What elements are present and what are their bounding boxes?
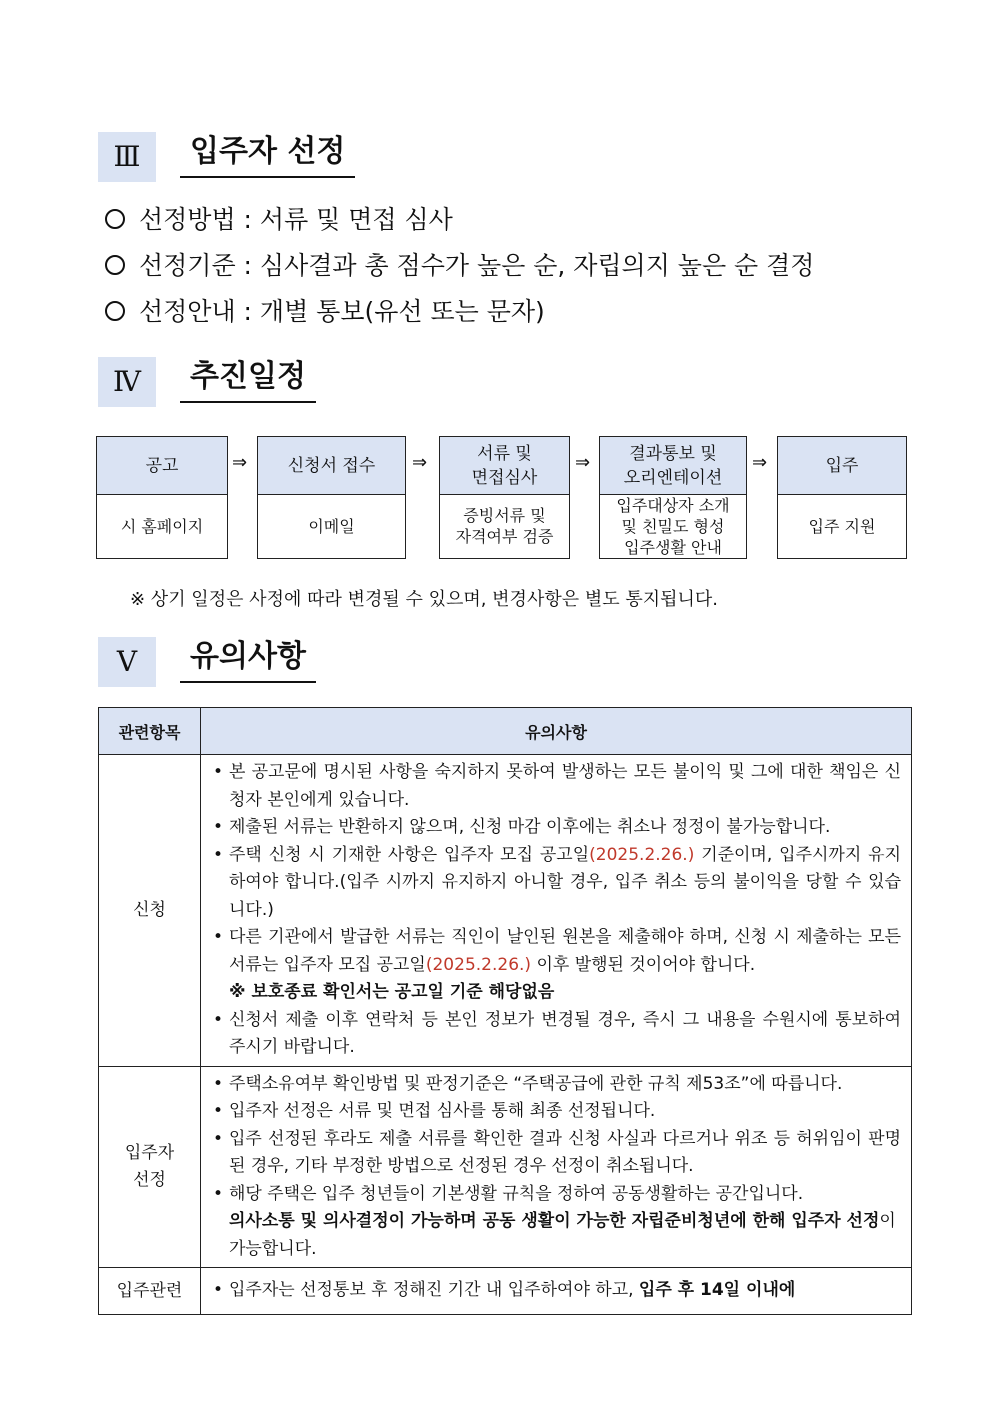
row-content: [201, 755, 912, 1067]
announcement-date: (2025.2.26.): [589, 844, 695, 865]
schedule-step-review: [439, 436, 570, 559]
schedule-step-announcement: [96, 436, 228, 559]
selection-criteria: 선정기준 : 심사결과 총 점수가 높은 순, 자립의지 높은 순 결정: [105, 249, 814, 283]
step-detail: 이메일: [308, 516, 355, 536]
row-content: [201, 1268, 912, 1315]
selection-method: 선정방법 : 서류 및 면접 심사: [105, 203, 453, 237]
row-content: [201, 1066, 912, 1268]
step-title: 신청서 접수: [287, 455, 376, 476]
arrow-right-icon: ⇒: [412, 452, 428, 473]
list-item: • 신청서 제출 이후 연락처 등 본인 정보가 변경될 경우, 즉시 그 내용을 수원시에 통보하여 주시기 바랍니다.: [213, 1009, 901, 1057]
section-title: 입주자 선정: [180, 130, 355, 178]
step-title: 서류 및: [477, 443, 532, 464]
list-item: • 주택소유여부 확인방법 및 판정기준은 “주택공급에 관한 규칙 제53조”에 따릅니다.: [213, 1073, 843, 1094]
step-title: 오리엔테이션: [623, 467, 723, 488]
step-title: 면접심사: [471, 467, 538, 488]
list-item: • 다른 기관에서 발급한 서류는 직인이 날인된 원본을 제출해야 하며, 신청 시 제출하는 모든 서류는 입주자 모집 공고일(2025.2.26.) 이후 발행된 것이어야 합니다.: [213, 927, 901, 975]
selection-notice: 선정안내 : 개별 통보(유선 또는 문자): [105, 295, 545, 329]
step-detail: 입주대상자 소개: [616, 495, 730, 515]
table-header-row: [99, 708, 912, 755]
list-item: • 입주자는 선정통보 후 정해진 기간 내 입주하여야 하고, 입주 후 14일 이내에: [213, 1280, 796, 1301]
list-item: • 본 공고문에 명시된 사항을 숙지하지 못하여 발생하는 모든 불이익 및 그에 대한 책임은 신청자 본인에게 있습니다.: [213, 762, 901, 810]
schedule-step-move-in: [777, 436, 907, 559]
step-title: 결과통보 및: [629, 443, 717, 464]
table-row: [99, 755, 912, 1067]
step-detail: 증빙서류 및: [463, 506, 546, 525]
list-item: • 주택 신청 시 기재한 사항은 입주자 모집 공고일(2025.2.26.) 기준이며, 입주시까지 유지하여야 합니다.(입주 시까지 유지하지 아니할 경우, 입주 취소 등의 불이익을 당할 수 있습니다.): [213, 844, 901, 920]
circle-bullet-icon: [105, 209, 125, 229]
schedule-step-result: [599, 436, 747, 559]
arrow-right-icon: ⇒: [232, 452, 248, 473]
circle-bullet-icon: [105, 301, 125, 321]
schedule-step-application: [257, 436, 406, 559]
section-title: 유의사항: [180, 635, 316, 683]
arrow-right-icon: ⇒: [752, 452, 768, 473]
column-header-content: 유의사항: [201, 708, 912, 755]
circle-bullet-icon: [105, 255, 125, 275]
section-number: Ⅲ: [98, 132, 156, 182]
bold-note: 의사소통 및 의사결정이 가능하며 공동 생활이 가능한 자립준비청년에 한해 입주자 선정이 가능합니다.: [229, 1211, 896, 1259]
schedule-note: ※ 상기 일정은 사정에 따라 변경될 수 있으며, 변경사항은 별도 통지됩니다.: [130, 589, 718, 610]
arrow-right-icon: ⇒: [575, 452, 591, 473]
step-detail: 자격여부 검증: [455, 527, 554, 546]
bold-note: ※ 보호종료 확인서는 공고일 기준 해당없음: [229, 982, 555, 1002]
row-category: 신청: [99, 755, 201, 1067]
announcement-date: (2025.2.26.): [425, 954, 532, 975]
step-title: 입주: [825, 455, 859, 476]
notes-table: [98, 707, 912, 1315]
list-item: • 입주자 선정은 서류 및 면접 심사를 통해 최종 선정됩니다.: [213, 1101, 656, 1121]
section-number: Ⅳ: [98, 357, 156, 407]
column-header-category: 관련항목: [99, 708, 201, 755]
table-row: [99, 1268, 912, 1315]
step-detail: 시 홈페이지: [120, 516, 204, 536]
section-title: 추진일정: [180, 355, 316, 403]
list-item: • 제출된 서류는 반환하지 않으며, 신청 마감 이후에는 취소나 정정이 불가능합니다.: [213, 817, 831, 837]
step-title: 공고: [145, 455, 179, 476]
list-item: • 입주 선정된 후라도 제출 서류를 확인한 결과 신청 사실과 다르거나 위조 등 허위임이 판명된 경우, 기타 부정한 방법으로 선정된 경우 선정이 취소됩니다.: [213, 1128, 901, 1176]
step-detail: 입주생활 안내: [624, 537, 722, 557]
table-row: [99, 1066, 912, 1268]
row-category: 입주자 선정: [99, 1066, 201, 1268]
list-item: • 해당 주택은 입주 청년들이 기본생활 규칙을 정하여 공동생활하는 공간입니다.: [213, 1183, 804, 1204]
step-detail: 및 친밀도 형성: [621, 516, 725, 536]
section-number: Ⅴ: [98, 637, 156, 687]
row-category: 입주관련: [99, 1268, 201, 1315]
step-detail: 입주 지원: [808, 516, 876, 536]
